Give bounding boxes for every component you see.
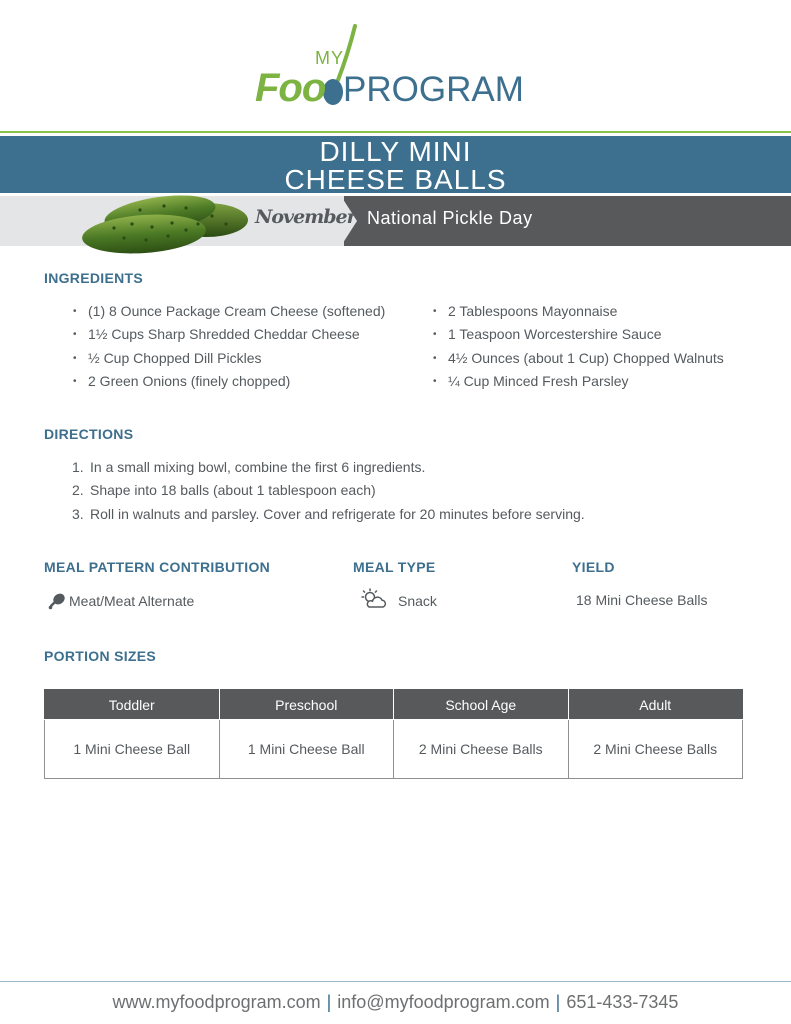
myfoodprogram-logo (255, 22, 545, 112)
footer-separator: | (555, 992, 561, 1012)
list-item: • ¼ Cup Minced Fresh Parsley (433, 372, 629, 389)
list-item: • (1) 8 Ounce Package Cream Cheese (softened) (73, 303, 386, 319)
ingredients-heading: INGREDIENTS (44, 270, 143, 286)
list-item: 3. Roll in walnuts and parsley. Cover and refrigerate for 20 minutes before serving. (72, 505, 585, 522)
column-header-adult: Adult (568, 690, 743, 720)
recipe-title-line-2: CHEESE BALLS (284, 164, 507, 195)
holiday-date: November 14 (255, 206, 386, 228)
portion-toddler: 1 Mini Cheese Ball (45, 720, 220, 779)
logo-program: PROGRAM (343, 70, 524, 109)
ingredients-list-left (73, 300, 385, 393)
footer-email-link[interactable]: info@myfoodprogram.com (337, 992, 550, 1012)
yield-value: 18 Mini Cheese Balls (576, 592, 708, 608)
header-divider (0, 131, 791, 133)
column-header-preschool: Preschool (219, 690, 394, 720)
meal-type-heading: MEAL TYPE (353, 559, 436, 575)
column-header-toddler: Toddler (45, 690, 220, 720)
portion-preschool: 1 Mini Cheese Ball (219, 720, 394, 779)
list-item: • 4½ Ounces (about 1 Cup) Chopped Walnuts (433, 349, 724, 366)
holiday-banner (0, 196, 791, 246)
holiday-name: National Pickle Day (367, 208, 533, 228)
portion-sizes-table (44, 689, 743, 779)
logo-my: MY (315, 48, 344, 68)
meal-pattern-value: Meat/Meat Alternate (69, 593, 195, 609)
footer-contact (0, 992, 791, 1013)
list-item: • ½ Cup Chopped Dill Pickles (73, 349, 262, 366)
portion-school-age: 2 Mini Cheese Balls (394, 720, 569, 779)
portion-adult: 2 Mini Cheese Balls (568, 720, 743, 779)
column-header-school-age: School Age (394, 690, 569, 720)
table-header-row (45, 690, 743, 720)
list-item: • 1 Teaspoon Worcestershire Sauce (433, 326, 662, 343)
directions-list (72, 456, 585, 526)
meal-type-value: Snack (398, 593, 437, 609)
footer-separator: | (326, 992, 332, 1012)
list-item: 2. Shape into 18 balls (about 1 tablespoon each) (72, 482, 376, 499)
recipe-title-line-1: DILLY MINI (319, 136, 472, 167)
footer-divider (0, 981, 791, 982)
table-row (45, 720, 743, 779)
meal-pattern-heading: MEAL PATTERN CONTRIBUTION (44, 559, 271, 575)
list-item: • 1½ Cups Sharp Shredded Cheddar Cheese (73, 326, 360, 343)
pickles-illustration (74, 178, 254, 256)
footer-website-link[interactable]: www.myfoodprogram.com (112, 992, 321, 1012)
portion-sizes-heading: PORTION SIZES (44, 648, 157, 664)
footer-phone: 651-433-7345 (566, 992, 679, 1012)
yield-heading: YIELD (572, 559, 615, 575)
directions-heading: DIRECTIONS (44, 426, 134, 442)
list-item: 1. In a small mixing bowl, combine the first 6 ingredients. (72, 459, 426, 475)
list-item: • 2 Green Onions (finely chopped) (73, 372, 291, 389)
drumstick-icon (48, 592, 66, 610)
sun-cloud-icon (361, 588, 387, 610)
ingredients-list-right (433, 300, 724, 393)
list-item: • 2 Tablespoons Mayonnaise (433, 303, 618, 319)
logo-food: Foo (255, 66, 326, 110)
